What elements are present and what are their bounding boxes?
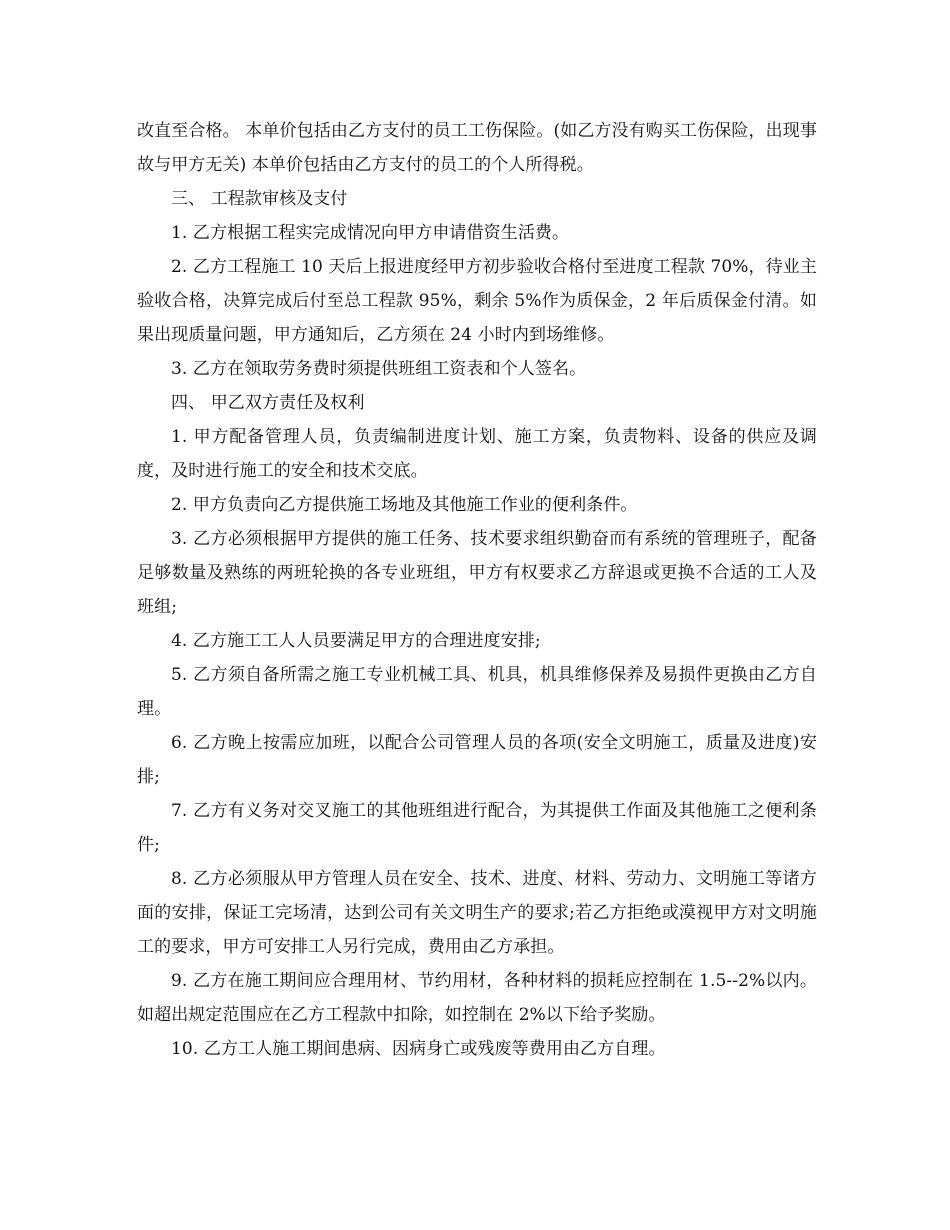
- responsibility-clause-10: 10. 乙方工人施工期间患病、因病身亡或残废等费用由乙方自理。: [171, 1039, 666, 1059]
- document-body: [137, 114, 817, 1066]
- payment-clause-3: 3. 乙方在领取劳务费时须提供班组工资表和个人签名。: [171, 359, 587, 379]
- responsibility-clause-1: 1. 甲方配备管理人员，负责编制进度计划、施工方案，负责物料、设备的供应及调度，及时进行施工的安全和技术交底。: [137, 427, 817, 481]
- responsibility-clause-8: 8. 乙方必须服从甲方管理人员在安全、技术、进度、材料、劳动力、文明施工等诸方面的安排，保证工完场清，达到公司有关文明生产的要求;若乙方拒绝或漠视甲方对文明施工的要求，甲方可安排工人另行完成，费用由乙方承担。: [137, 869, 817, 957]
- responsibility-clause-3: 3. 乙方必须根据甲方提供的施工任务、技术要求组织勤奋而有系统的管理班子，配备足够数量及熟练的两班轮换的各专业班组，甲方有权要求乙方辞退或更换不合适的工人及班组;: [137, 529, 817, 617]
- responsibility-clause-5: 5. 乙方须自备所需之施工专业机械工具、机具，机具维修保养及易损件更换由乙方自理。: [137, 665, 817, 719]
- responsibility-clause-9: 9. 乙方在施工期间应合理用材、节约用材，各种材料的损耗应控制在 1.5--2%以内。如超出规定范围应在乙方工程款中扣除，如控制在 2%以下给予奖励。: [137, 971, 817, 1025]
- responsibility-clause-7: 7. 乙方有义务对交叉施工的其他班组进行配合，为其提供工作面及其他施工之便利条件;: [137, 801, 817, 855]
- payment-clause-1: 1. 乙方根据工程实完成情况向甲方申请借资生活费。: [171, 223, 570, 243]
- section-heading-payment: 三、 工程款审核及支付: [171, 189, 348, 209]
- payment-clause-2: 2. 乙方工程施工 10 天后上报进度经甲方初步验收合格付至进度工程款 70%，待业主验收合格，决算完成后付至总工程款 95%，剩余 5%作为质保金，2 年后质保金付清。如果出现质量问题，甲方通知后，乙方须在 24 小时内到场维修。: [137, 257, 817, 345]
- paragraph-continuation: 改直至合格。 本单价包括由乙方支付的员工工伤保险。(如乙方没有购买工伤保险，出现事故与甲方无关) 本单价包括由乙方支付的员工的个人所得税。: [137, 121, 817, 175]
- responsibility-clause-4: 4. 乙方施工工人人员要满足甲方的合理进度安排;: [171, 631, 541, 651]
- responsibility-clause-6: 6. 乙方晚上按需应加班，以配合公司管理人员的各项(安全文明施工，质量及进度)安排;: [137, 733, 817, 787]
- responsibility-clause-2: 2. 甲方负责向乙方提供施工场地及其他施工作业的便利条件。: [171, 495, 638, 515]
- section-heading-responsibilities: 四、 甲乙双方责任及权利: [171, 393, 365, 413]
